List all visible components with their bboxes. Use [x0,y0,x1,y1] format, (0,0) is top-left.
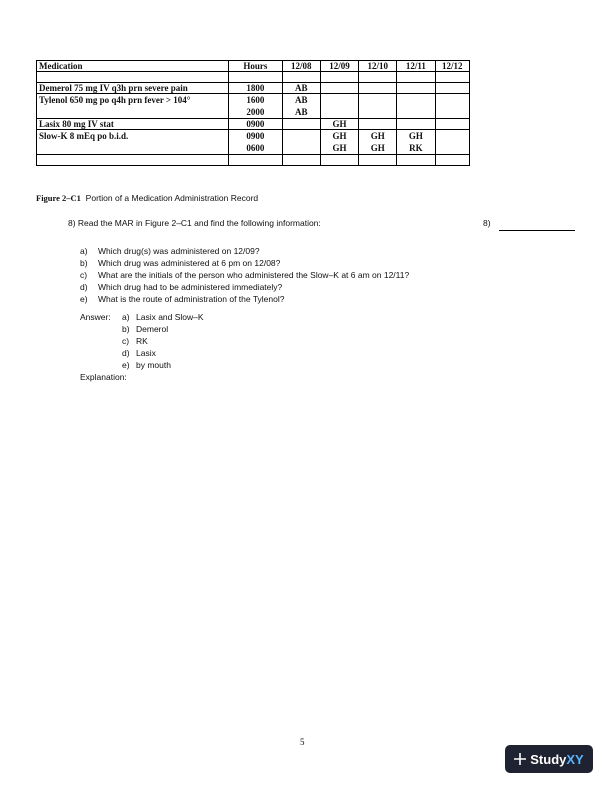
mar-table [36,60,470,166]
figure-label: Figure 2–C1 [36,193,81,203]
col-header-medication: Medication [37,61,229,72]
studyxy-logo: StudyXY [505,745,593,773]
mar-header-row [37,61,470,72]
initials-cell: GH GH [320,130,358,155]
figure-caption [36,193,258,203]
question-text: 8) Read the MAR in Figure 2–C1 and find the following information: [68,218,321,228]
list-item: a) Which drug(s) was administered on 12/09? [80,246,260,256]
table-row [37,119,470,130]
hours-cell: 0900 0600 [229,130,282,155]
list-item: c) What are the initials of the person who administered the Slow–K at 6 am on 12/11? [80,270,410,280]
list-item: d) Which drug had to be administered immediately? [80,282,283,292]
col-header-hours: Hours [229,61,282,72]
table-row [37,72,470,83]
list-item: c) RK [122,336,148,346]
initials-cell: GH [320,119,358,130]
answer-blank-line [499,230,575,231]
medication-cell: Tylenol 650 mg po q4h prn fever > 104° [37,94,229,119]
col-header-date: 12/12 [435,61,469,72]
col-header-date: 12/08 [282,61,320,72]
list-item: e) by mouth [122,360,171,370]
list-item: Answer: a) Lasix and Slow–K [80,312,204,322]
table-row [37,83,470,94]
initials-cell: AB AB [282,94,320,119]
col-header-date: 12/11 [397,61,435,72]
question-number: 8) [483,218,491,228]
explanation-label: Explanation: [80,372,127,382]
page-number: 5 [300,737,305,747]
hours-cell: 0900 [229,119,282,130]
list-item: d) Lasix [122,348,156,358]
table-row [37,94,470,119]
question-items [80,245,409,305]
medication-cell: Lasix 80 mg IV stat [37,119,229,130]
initials-cell: AB [282,83,320,94]
initials-cell: GH RK [397,130,435,155]
list-item: b) Demerol [122,324,169,334]
table-row [37,155,470,166]
hours-cell: 1600 2000 [229,94,282,119]
table-row [37,130,470,155]
hours-cell: 1800 [229,83,282,94]
medication-cell: Demerol 75 mg IV q3h prn severe pain [37,83,229,94]
figure-caption-text: Portion of a Medication Administration Record [85,193,259,203]
list-item: e) What is the route of administration of the Tylenol? [80,294,285,304]
list-item: b) Which drug was administered at 6 pm on 12/08? [80,258,281,268]
col-header-date: 12/10 [359,61,397,72]
answer-block [80,311,204,383]
plus-icon [514,753,526,765]
col-header-date: 12/09 [320,61,358,72]
medication-cell: Slow-K 8 mEq po b.i.d. [37,130,229,155]
answer-prefix: Answer: [80,312,111,322]
initials-cell: GH GH [359,130,397,155]
